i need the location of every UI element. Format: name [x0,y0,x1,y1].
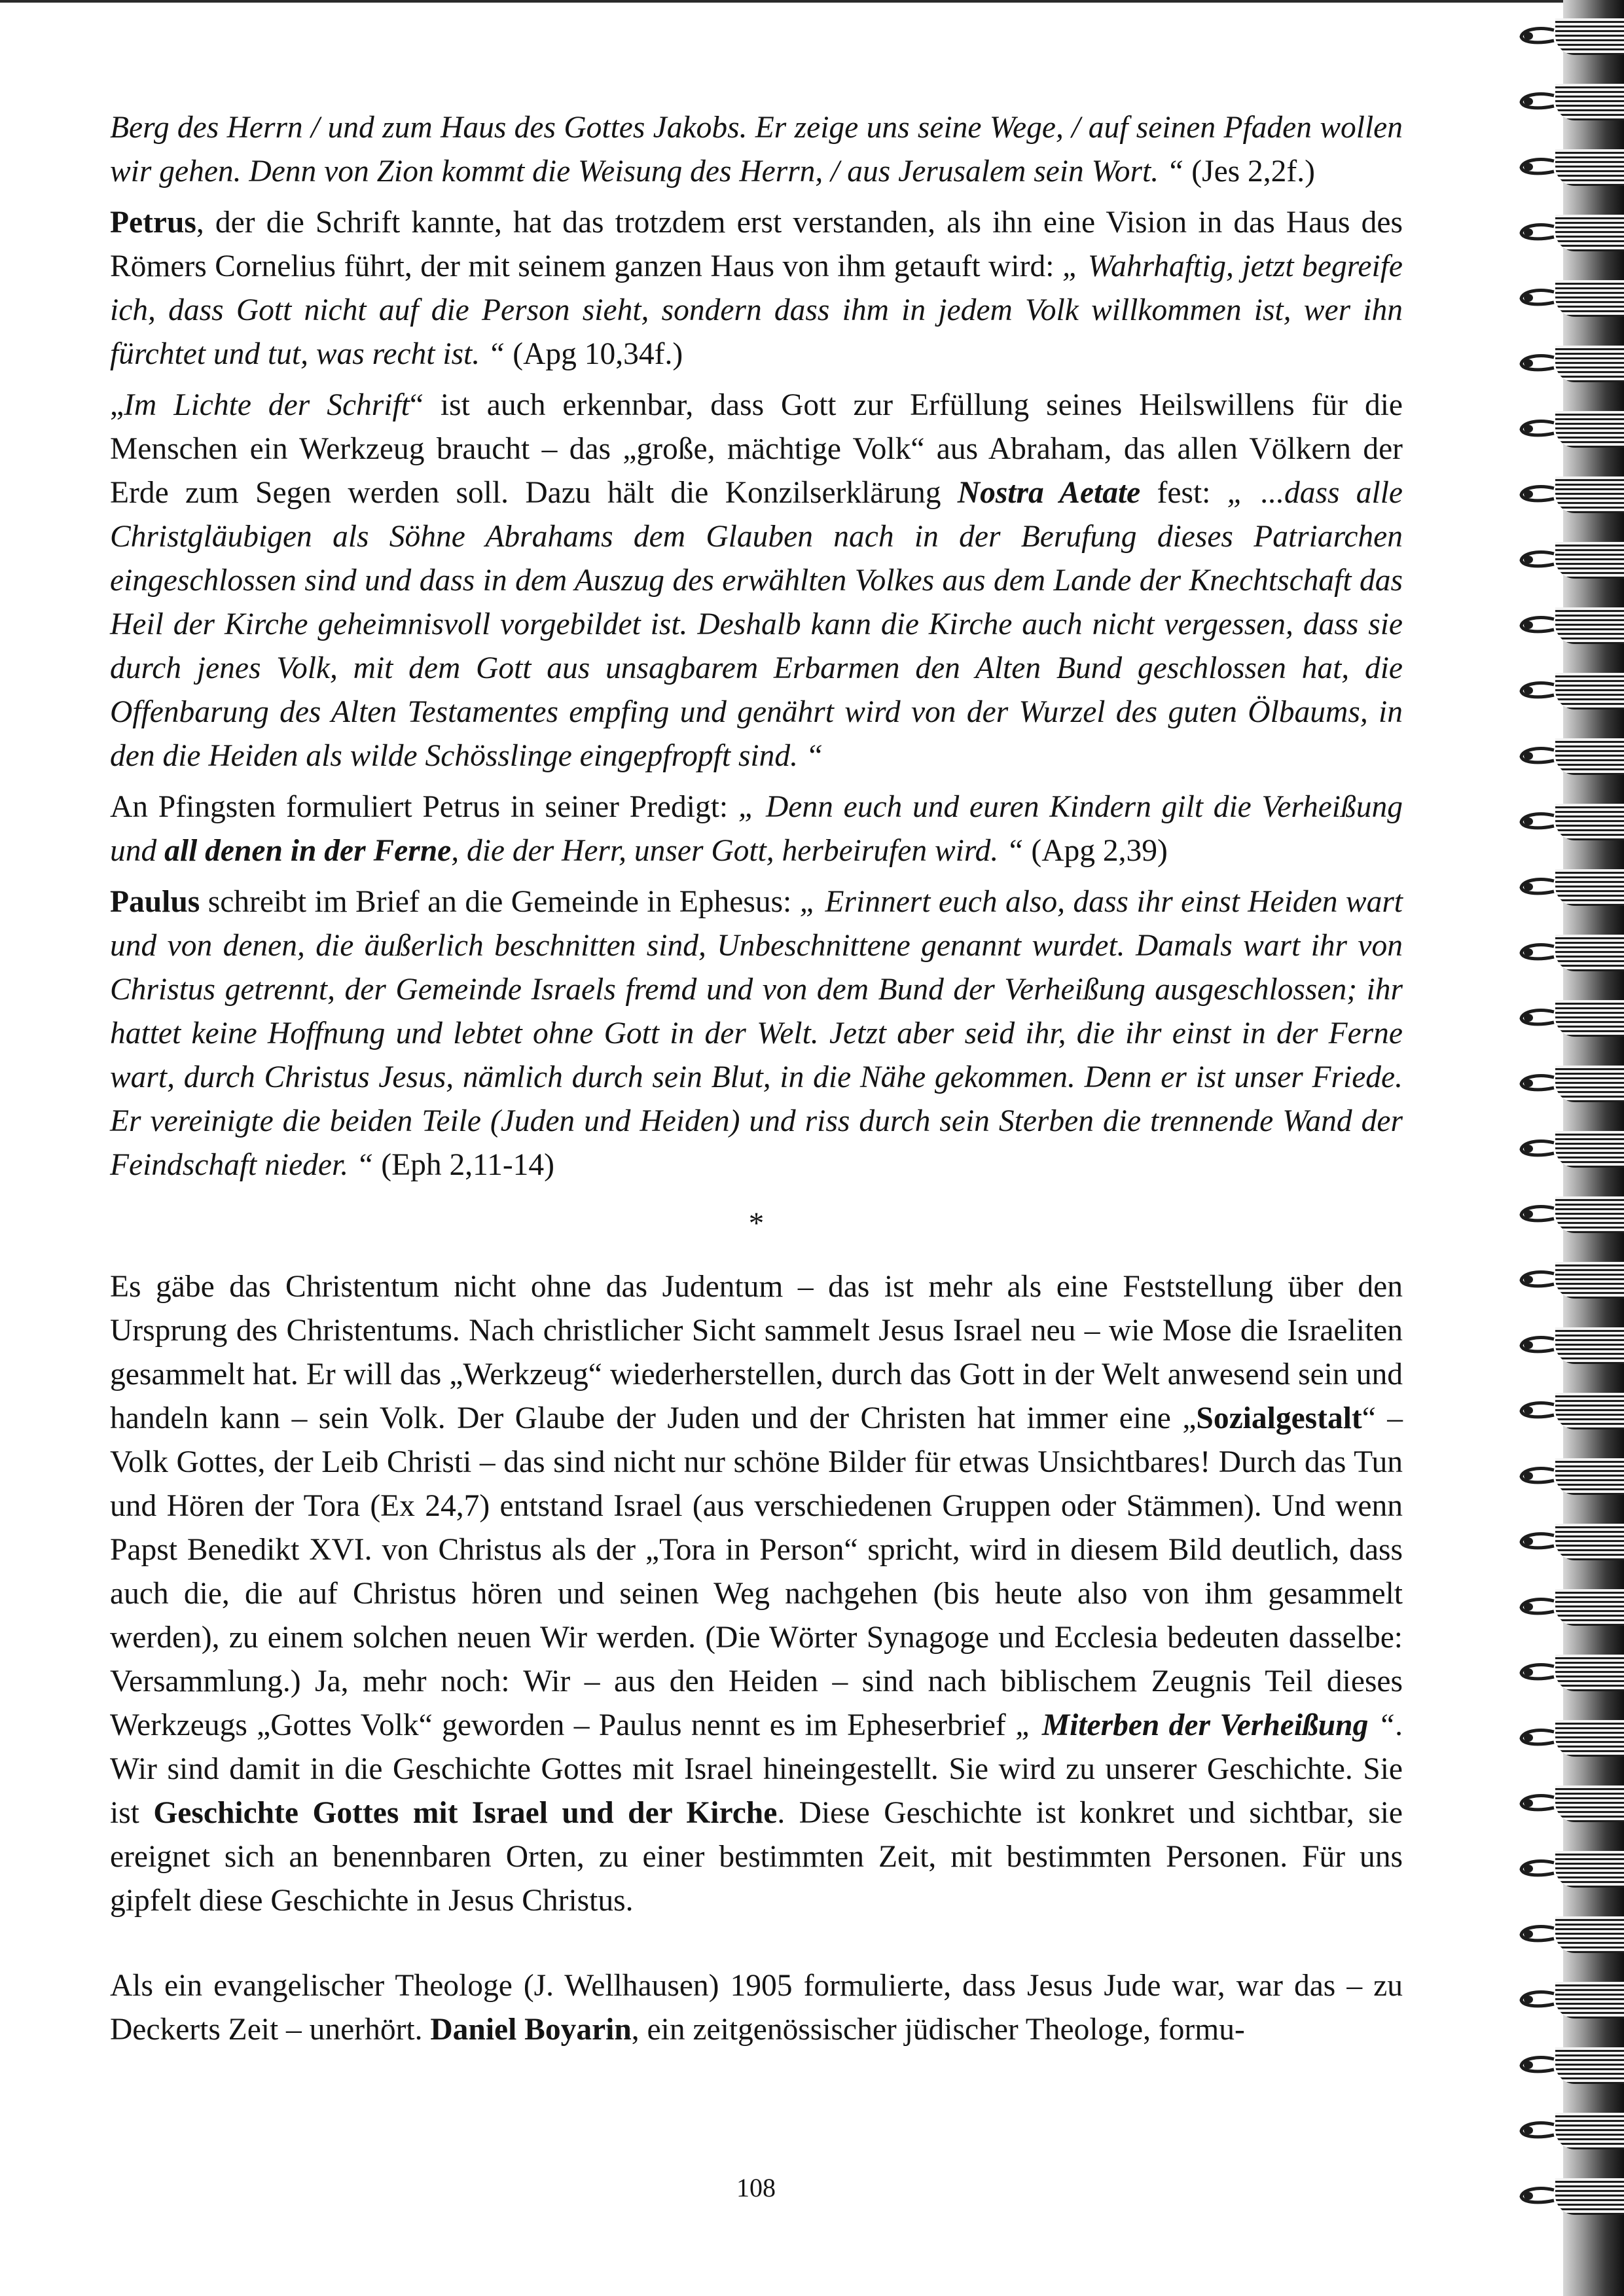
text-run: fest: [1140,476,1227,510]
paragraph-wellhausen-boyarin [110,1964,1403,2052]
binding-coil-segment [1555,804,1624,840]
binding-coil-segment [1555,935,1624,971]
binding-coil-segment [1555,1589,1624,1626]
paragraph-pfingsten [110,785,1403,873]
binding-coil-segment [1555,215,1624,251]
binding-coil-segment [1555,1785,1624,1822]
document-body [110,106,1403,2059]
binding-coil-segment [1555,280,1624,317]
binding-coil-segment [1555,1327,1624,1364]
binding-coil-segment [1555,1655,1624,1691]
binding-hole-icon [1517,1270,1555,1289]
binding-hole-icon [1517,1401,1555,1420]
paragraph-christentum-judentum [110,1265,1403,1923]
paragraph-petrus-cornelius [110,201,1403,376]
text-run: Als ein evangelischer Theologe (J. Wellhausen) 1905 formulierte, dass Jesus Jude war, war das – zu Deckerts Zeit – unerhört. [110,1969,1403,2047]
text-run: . Diese Geschichte ist konkret und sichtbar, sie ereignet sich an benennbaren Orten, zu einer bestimmten Zeit, mit bestimmten Personen. Für uns gipfelt diese Geschichte in Jesus Christus. [110,1796,1403,1918]
text-run: „ [110,388,124,422]
binding-hole-icon [1517,746,1555,766]
binding-hole-icon [1517,1008,1555,1028]
text-run: „ Denn euch und euren Kindern gilt die Verheißung und [110,790,1403,868]
text-run: Sozialgestalt [1196,1401,1362,1435]
binding-coil-segment [1555,411,1624,448]
text-run: „ [1015,1708,1042,1742]
binding-hole-icon [1517,2055,1555,2075]
paragraph-jesaja-quote [110,106,1403,194]
binding-coil-segment [1555,869,1624,906]
binding-coil-segment [1555,18,1624,55]
binding-coil-segment [1555,1262,1624,1299]
text-run: „ Wahrhaftig, jetzt begreife ich, dass Gott nicht auf die Person sieht, sondern dass ihm in jedem Volk willkommen ist, wer ihn fürchtet und tut, was recht ist. “ [110,249,1403,371]
binding-hole-icon [1517,1139,1555,1158]
binding-hole-icon [1517,615,1555,635]
text-run: (Eph 2,11-14) [373,1148,554,1182]
binding-hole-icon [1517,550,1555,569]
paragraph-spacer [110,1930,1403,1964]
text-run: Geschichte Gottes mit Israel und der Kirche [153,1796,778,1830]
text-run: Im Lichte der Schrift [124,388,410,422]
binding-coil-segment [1555,1196,1624,1233]
binding-coil-segment [1555,346,1624,382]
binding-hole-icon [1517,1924,1555,1944]
text-run: Es gäbe das Christentum nicht ohne das Judentum – das ist mehr als eine Feststellung über den Ursprung des Christentums. Nach christlicher Sicht sammelt Jesus Israel neu – wie Mose die Israeliten gesammelt hat. Er will das „Werkzeug“ wiederherstellen, durch das Gott in der Welt anwesend sein und handeln kann – sein Volk. Der Glaube der Juden und der Christen hat immer eine „ [110,1270,1403,1435]
binding-hole-icon [1517,1073,1555,1093]
binding-coil-segment [1555,2178,1624,2215]
binding-hole-icon [1517,942,1555,962]
binding-hole-icon [1517,1597,1555,1617]
binding-hole-icon [1517,26,1555,46]
binding-hole-icon [1517,157,1555,177]
binding-hole-icon [1517,353,1555,373]
text-run: , der die Schrift kannte, hat das trotzdem erst verstanden, als ihn eine Vision in das Haus des Römers Cornelius führt, der mit seinem ganzen Haus von ihm getauft wird: [110,206,1403,283]
binding-coil-segment [1555,1000,1624,1037]
binding-coil-segment [1555,607,1624,644]
binding-coil-segment [1555,2047,1624,2084]
text-run: . Wir sind damit in die Geschichte Gottes mit Israel hineingestellt. Sie wird zu unserer Geschichte. Sie ist [110,1708,1403,1830]
binding-hole-icon [1517,419,1555,439]
binding-coil-segment [1555,542,1624,579]
binding-coil-segment [1555,1524,1624,1560]
binding-coil-segment [1555,1131,1624,1168]
paragraph-nostra-aetate [110,384,1403,778]
binding-hole-icon [1517,223,1555,242]
binding-hole-icon [1517,92,1555,111]
binding-coil-segment [1555,1066,1624,1102]
binding-hole-icon [1517,1859,1555,1878]
binding-hole-icon [1517,2121,1555,2140]
page-number: 108 [736,2173,776,2202]
text-run: Miterben der Verheißung [1041,1708,1369,1742]
page-top-rule [0,0,1624,3]
binding-coil-segment [1555,84,1624,120]
binding-hole-icon [1517,1204,1555,1224]
text-run: Nostra Aetate [957,476,1141,510]
text-run: „ ...dass alle Christgläubigen als Söhne Abrahams dem Glauben nach in der Berufung dieses Patriarchen eingeschlossen sind und dass in dem Auszug des erwählten Volkes aus dem Lande der Knechtschaft das Heil der Kirche geheimnisvoll vorgebildet ist. Deshalb kann die Kirche auch nicht vergessen, dass sie durch jenes Volk, mit dem Gott aus unsagbarem Erbarmen den Alten Bund geschlossen hat, die Offenbarung des Alten Testamentes empfing und genährt wird von der Wurzel des guten Ölbaums, in den die Heiden als wilde Schösslinge eingepfropft sind. “ [110,476,1403,773]
text-run: An Pfingsten formuliert Petrus in seiner Predigt: [110,790,738,824]
binding-coil-segment [1555,2113,1624,2149]
binding-coil-segment [1555,1982,1624,2018]
section-separator: * [748,1206,765,1240]
binding-hole-icon [1517,1990,1555,2009]
text-run: all denen in der Ferne [164,834,452,868]
binding-hole-icon [1517,1728,1555,1748]
text-run: Berg des Herrn / und zum Haus des Gottes Jakobs. Er zeige uns seine Wege, / auf seinen Pfaden wollen wir gehen. Denn von Zion kommt die Weisung des Herrn, / aus Jerusalem sein Wort. “ [110,111,1403,188]
text-run: “ ist auch erkennbar, dass Gott zur Erfüllung seines Heilswillens für die Menschen ein Werkzeug braucht – das „große, mächtige Volk“ aus Abraham, das allen Völkern der Erde zum Segen werden soll. Dazu hält die Konzilserklärung [110,388,1403,510]
binding-coil-segment [1555,1458,1624,1495]
text-run: schreibt im Brief an die Gemeinde in Ephesus: [200,885,800,919]
text-run: „ Erinnert euch also, dass ihr einst Heiden wart und von denen, die äußerlich beschnitten sind, Unbeschnittene genannt wurdet. Damals wart ihr von Christus getrennt, der Gemeinde Israels fremd und von dem Bund der Verheißung ausgeschlossen; ihr hattet keine Hoffnung und lebtet ohne Gott in der Welt. Jetzt aber seid ihr, die ihr einst in der Ferne wart, durch Christus Jesus, nämlich durch sein Blut, in die Nähe gekommen. Denn er ist unser Friede. Er vereinigte die beiden Teile (Juden und Heiden) und riss durch sein Sterben die trennende Wand der Feindschaft nieder. “ [110,885,1403,1182]
binding-coil-segment [1555,673,1624,709]
binding-hole-icon [1517,1793,1555,1813]
binding-coil-segment [1555,1720,1624,1757]
text-run: , die der Herr, unser Gott, herbeirufen wird. “ [451,834,1024,868]
paragraph-paulus-ephesus [110,880,1403,1187]
text-run: Paulus [110,885,200,919]
binding-coil-segment [1555,738,1624,775]
binding-coil-segment [1555,1393,1624,1429]
binding-coil-segment [1555,1916,1624,1953]
binding-hole-icon [1517,2186,1555,2206]
text-run: “ – Volk Gottes, der Leib Christi – das sind nicht nur schöne Bilder für etwas Unsichtbares! Durch das Tun und Hören der Tora (Ex 24,7) entstand Israel (aus verschiedenen Gruppen oder Stämmen). Und wenn Papst Benedikt XVI. von Christus als der „Tora in Person“ spricht, wird in diesem Bild deutlich, dass auch die, die auf Christus hören und seinen Weg nachgehen (bis heute also von ihm gesammelt werden), zu einem solchen neuen Wir werden. (Die Wörter Synagoge und Ecclesia bedeuten dasselbe: Versammlung.) Ja, mehr noch: Wir – aus den Heiden – sind nach biblischem Zeugnis Teil dieses Werkzeugs „Gottes Volk“ geworden – Paulus nennt es im Epheserbrief [110,1401,1403,1742]
binding-hole-icon [1517,1662,1555,1682]
text-run: Daniel Boyarin [430,2013,632,2047]
binding-coil-segment [1555,476,1624,513]
binding-coil-segment [1555,1851,1624,1888]
binding-hole-icon [1517,288,1555,308]
binding-hole-icon [1517,877,1555,897]
text-run: , ein zeitgenössischer jüdischer Theologe, formu- [631,2013,1245,2047]
text-run: (Jes 2,2f.) [1183,154,1315,188]
binding-hole-icon [1517,484,1555,504]
text-run: Petrus [110,206,196,240]
binding-hole-icon [1517,1532,1555,1551]
text-run: (Apg 2,39) [1023,834,1168,868]
text-run: “ [1368,1708,1396,1742]
text-run: (Apg 10,34f.) [505,337,683,371]
binding-hole-icon [1517,681,1555,700]
binding-coil-segment [1555,149,1624,186]
binding-hole-icon [1517,1466,1555,1486]
binding-hole-icon [1517,812,1555,831]
binding-hole-icon [1517,1335,1555,1355]
